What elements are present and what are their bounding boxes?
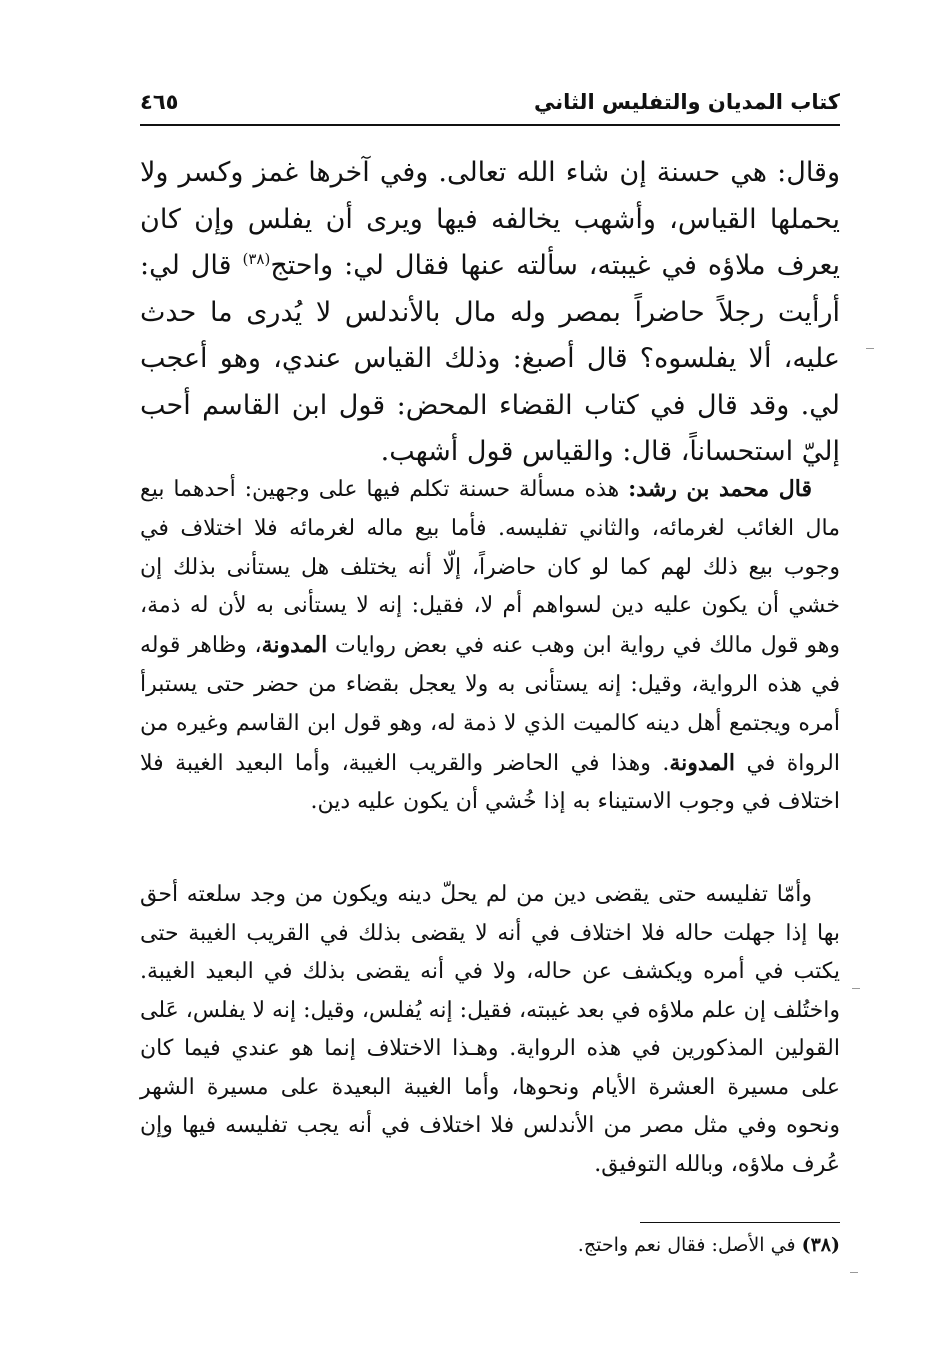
paragraph-3 [140, 876, 840, 1184]
paragraph-3-text: وأمّا تفليسه حتى يقضى دين من لم يحلّ دينه ويكون من وجد سلعته أحق بها إذا جهلت حاله فلا اختلاف في أنه لا يقضى بذلك في القريب الغيبة حتى يكتب في أمره ويكشف عن حاله، ولا في أنه يقضى بذلك في البعيد الغيبة. واختُلف إن علم ملاؤه في بعد غيبته، فقيل: إنه يُفلس، وقيل: إنه لا يفلس، عَلى القولين المذكورين في هذه الرواية. وهـذا الاختلاف إنما هو عندي فيما كان على مسيرة العشرة الأيام ونحوها، وأما الغيبة البعيدة على مسيرة الشهر ونحوه وفي مثل مصر من الأندلس فلا اختلاف في أنه يجب تفليسه فيها وإن عُرف ملاؤه، وبالله التوفيق. [140, 882, 840, 1177]
page-number: ٤٦٥ [140, 90, 179, 114]
footnote-rule [640, 1222, 840, 1223]
footnote-text: في الأصل: فقال نعم واحتج. [577, 1234, 802, 1256]
margin-mark [866, 348, 874, 349]
margin-mark [850, 1272, 858, 1273]
paragraph-2-text-b: ، وظاهر قوله في هذه الرواية، وقيل: إنه يستأنى به ولا يعجل بقضاء من حضر حتى يستبرأ أمره ويجتمع أهل دينه كالميت الذي لا ذمة له، وهو قول ابن القاسم وغيره من الرواة في [140, 633, 840, 776]
paragraph-1-text-a: وقال: هي حسنة إن شاء الله تعالى. وفي آخرها غمز وكسر ولا يحملها القياس، وأشهب يخالفه فيها ويرى أن يفلس وإن كان يعرف ملاؤه في غيبته، سألته عنها فقال لي: واحتج [140, 157, 840, 281]
paragraph-1 [140, 150, 840, 476]
footnote-number: (٣٨) [801, 1234, 840, 1256]
commentary-lead: قال محمد بن رشد: [628, 476, 813, 502]
footnote-reference: (٣٨) [242, 250, 271, 268]
paragraph-1-text-b: قال لي: أرأيت رجلاً حاضراً بمصر وله مال بالأندلس لا يُدرى ما حدث عليه، ألا يفلسوه؟ قال أصبغ: وذلك القياس عندي، وهو أعجب لي. وقد قال في كتاب القضاء المحض: قول ابن القاسم أحب إليّ استحساناً، قال: والقياس قول أشهب. [140, 250, 840, 467]
paragraph-2-text-a: هذه مسألة حسنة تكلم فيها على وجهين: أحدهما بيع مال الغائب لغرمائه، والثاني تفليسه. فأما بيع ماله لغرمائه فلا اختلاف في وجوب بيع ذلك لهم كما لو كان حاضراً، إلّا أنه يختلف هل يستأنى بذلك إن خشي أن يكون عليه دين لسواهم أم لا، فقيل: إنه لا يستأنى به لأن له ذمة، وهو قول مالك في رواية ابن وهب عنه في بعض روايات [140, 477, 840, 659]
paragraph-2-text-c: . وهذا في الحاضر والقريب الغيبة، وأما البعيد الغيبة فلا اختلاف في وجوب الاستيناء به إذا خُشي أن يكون عليه دين. [140, 750, 840, 815]
running-title: كتاب المديان والتفليس الثاني [533, 90, 840, 114]
page-header [140, 82, 840, 122]
margin-mark [852, 988, 860, 989]
header-rule [140, 124, 840, 126]
book-title-mudawwana: المدونة [261, 632, 328, 659]
paragraph-2 [140, 470, 840, 822]
book-title-mudawwana-2: المدونة [669, 749, 735, 776]
footnote [140, 1230, 840, 1260]
